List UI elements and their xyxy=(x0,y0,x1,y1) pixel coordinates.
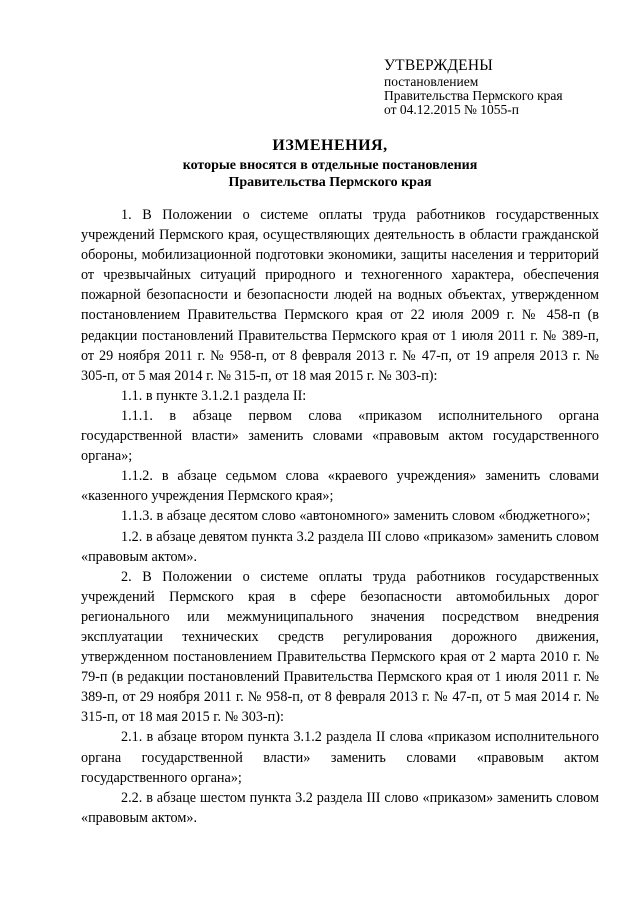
approval-block xyxy=(384,58,614,117)
paragraph-1-1-2: 1.1.2. в абзаце седьмом слова «краевого учреждения» заменить словами «казенного учреждения Пермского края»; xyxy=(81,468,599,505)
approval-line-3: от 04.12.2015 № 1055-п xyxy=(384,101,519,117)
paragraph-1: 1. В Положении о системе оплаты труда работников государственных учреждений Пермского края, осуществляющих деятельность в области гражданской обороны, мобилизационной подготовки экономики, защиты населения и территорий от чрезвычайных ситуаций природного и техногенного характера, обеспечения пожарной безопасности и безопасности людей на водных объектах, утвержденном постановлением Правительства Пермского края от 22 июля 2009 г. № 458-п (в редакции постановлений Правительства Пермского края от 1 июля 2011 г. № 389-п, от 29 ноября 2011 г. № 958-п, от 8 февраля 2013 г. № 47-п, от 19 апреля 2013 г. № 305-п, от 5 мая 2014 г. № 315-п, от 18 мая 2015 г. № 303-п): xyxy=(81,207,599,384)
paragraph-2-2: 2.2. в абзаце шестом пункта 3.2 раздела III слово «приказом» заменить словом «правовым актом». xyxy=(81,789,599,826)
document-body xyxy=(81,205,599,828)
paragraph-1-1: 1.1. в пункте 3.1.2.1 раздела II: xyxy=(121,387,307,404)
document-title: ИЗМЕНЕНИЯ, xyxy=(272,137,388,154)
document-subtitle-line-2: Правительства Пермского края xyxy=(228,175,432,190)
paragraph-2-1: 2.1. в абзаце втором пункта 3.1.2 раздела II слова «приказом исполнительного органа государственной власти» заменить словами «правовым актом государственного органа»; xyxy=(81,729,599,786)
approval-title: УТВЕРЖДЕНЫ xyxy=(384,57,493,74)
paragraph-2: 2. В Положении о системе оплаты труда работников государственных учреждений Пермского края в сфере безопасности автомобильных дорог регионального или межмуниципального значения посредством внедрения эксплуатации технических средств регулирования дорожного движения, утвержденном постановлением Правительства Пермского края от 2 марта 2010 г. № 79-п (в редакции постановлений Правительства Пермского края от 1 июля 2011 г. № 389-п, от 29 ноября 2011 г. № 958-п, от 8 февраля 2013 г. № 47-п, от 5 мая 2014 г. № 315-п, от 18 мая 2015 г. № 303-п): xyxy=(81,568,599,726)
approval-line-1: постановлением xyxy=(384,73,479,89)
document-subtitle xyxy=(60,157,600,191)
document-subtitle-line-1: которые вносятся в отдельные постановления xyxy=(182,158,478,173)
approval-line-2: Правительства Пермского края xyxy=(384,87,563,103)
paragraph-1-1-1: 1.1.1. в абзаце первом слова «приказом исполнительного органа государственной власти» заменить словами «правовым актом государственного органа»; xyxy=(81,407,599,465)
paragraph-1-2: 1.2. в абзаце девятом пункта 3.2 раздела III слово «приказом» заменить словом «правовым актом». xyxy=(81,528,599,565)
paragraph-1-1-3: 1.1.3. в абзаце десятом слово «автономного» заменить словом «бюджетного»; xyxy=(121,508,591,525)
